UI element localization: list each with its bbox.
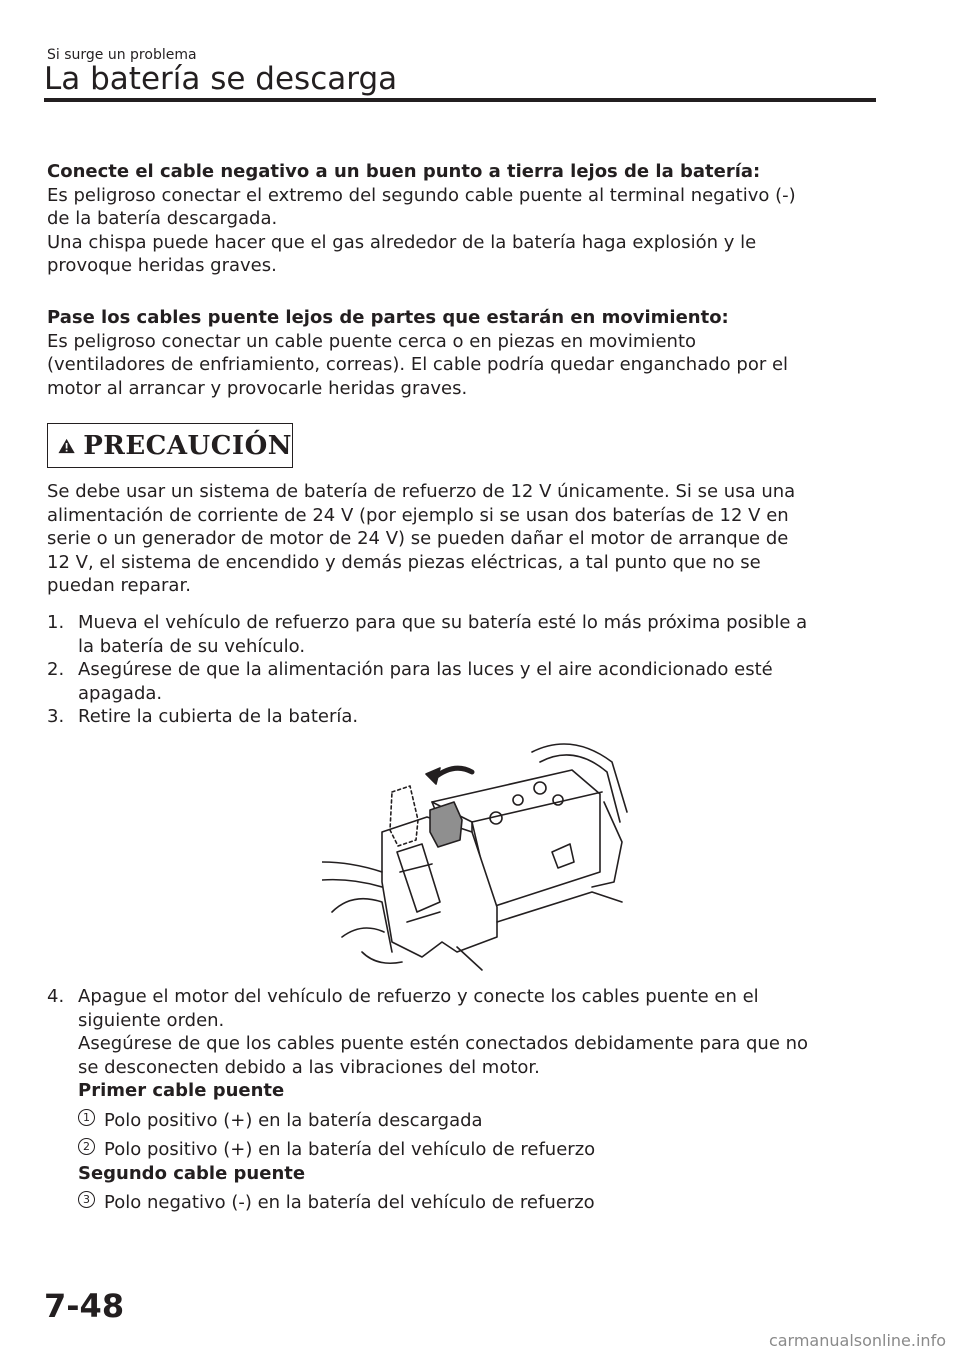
- warning-line: motor al arrancar y provocarle heridas graves.: [47, 377, 468, 399]
- step-line: Asegúrese de que los cables puente estén conectados debidamente para que no: [78, 1033, 809, 1054]
- step-line: Apague el motor del vehículo de refuerzo y conecte los cables puente en el: [78, 986, 759, 1007]
- step-number: 4.: [47, 986, 65, 1007]
- title-rule: [44, 98, 876, 102]
- caution-text: [47, 480, 877, 598]
- list-item: [47, 985, 877, 1215]
- step-line: se desconecten debido a las vibraciones del motor.: [78, 1056, 540, 1078]
- warning-line: Es peligroso conectar un cable puente cerca o en piezas en movimiento: [47, 330, 697, 352]
- caution-line: 12 V, el sistema de encendido y demás piezas eléctricas, a tal punto que no se: [47, 551, 761, 573]
- step-number: 3.: [47, 706, 65, 727]
- step-line: Retire la cubierta de la batería.: [78, 706, 359, 727]
- list-item: [47, 611, 877, 658]
- battery-cover-illustration: [322, 722, 632, 972]
- cable-item-text: Polo negativo (-) en la batería del vehículo de refuerzo: [104, 1192, 595, 1213]
- step-number: 2.: [47, 659, 65, 680]
- step-line: Mueva el vehículo de refuerzo para que su batería esté lo más próxima posible a: [78, 612, 808, 633]
- first-cable-heading: Primer cable puente: [78, 1080, 285, 1101]
- warning-heading: Pase los cables puente lejos de partes que estarán en movimiento:: [47, 307, 729, 328]
- warning-line: provoque heridas graves.: [47, 255, 277, 276]
- cable-item-text: Polo positivo (+) en la batería del vehículo de refuerzo: [104, 1139, 596, 1160]
- cable-item-text: Polo positivo (+) en la batería descargada: [104, 1109, 483, 1131]
- warning-line: Es peligroso conectar el extremo del segundo cable puente al terminal negativo (-): [47, 184, 796, 206]
- step-line: la batería de su vehículo.: [78, 635, 306, 657]
- second-cable-heading: Segundo cable puente: [78, 1162, 306, 1184]
- section-label: Si surge un problema: [47, 47, 197, 63]
- footer-watermark: carmanualsonline.info: [768, 1331, 946, 1350]
- caution-box: [47, 423, 293, 468]
- cable-item: [78, 1138, 877, 1162]
- steps-list: [47, 611, 877, 729]
- caution-line: serie o un generador de motor de 24 V) se pueden dañar el motor de arranque de: [47, 528, 789, 549]
- page-title: La batería se descarga: [44, 61, 398, 97]
- step-line: apagada.: [78, 682, 163, 704]
- cable-item: [78, 1109, 877, 1133]
- warning-moving-parts: [47, 306, 877, 400]
- warning-line: de la batería descargada.: [47, 208, 278, 229]
- caution-line: puedan reparar.: [47, 575, 191, 596]
- page-number: 7-48: [44, 1287, 125, 1325]
- step-line: Asegúrese de que la alimentación para las luces y el aire acondicionado esté: [78, 659, 773, 680]
- warning-triangle-icon: [58, 431, 75, 461]
- step-4: [47, 985, 877, 1215]
- circled-number-3: 3: [78, 1191, 95, 1208]
- caution-label: PRECAUCIÓN: [83, 430, 292, 461]
- warning-heading: Conecte el cable negativo a un buen punto a tierra lejos de la batería:: [47, 161, 761, 182]
- caution-line: Se debe usar un sistema de batería de refuerzo de 12 V únicamente. Si se usa una: [47, 481, 796, 502]
- warning-line: (ventiladores de enfriamiento, correas). El cable podría quedar enganchado por el: [47, 354, 789, 375]
- list-item: [47, 658, 877, 705]
- caution-line: alimentación de corriente de 24 V (por ejemplo si se usan dos baterías de 12 V en: [47, 504, 789, 526]
- cable-item: [78, 1191, 877, 1215]
- warning-line: Una chispa puede hacer que el gas alrededor de la batería haga explosión y le: [47, 231, 757, 253]
- circled-number-1: 1: [78, 1109, 95, 1126]
- warning-ground: [47, 160, 877, 278]
- step-line: siguiente orden.: [78, 1009, 225, 1031]
- circled-number-2: 2: [78, 1138, 95, 1155]
- step-number: 1.: [47, 612, 65, 633]
